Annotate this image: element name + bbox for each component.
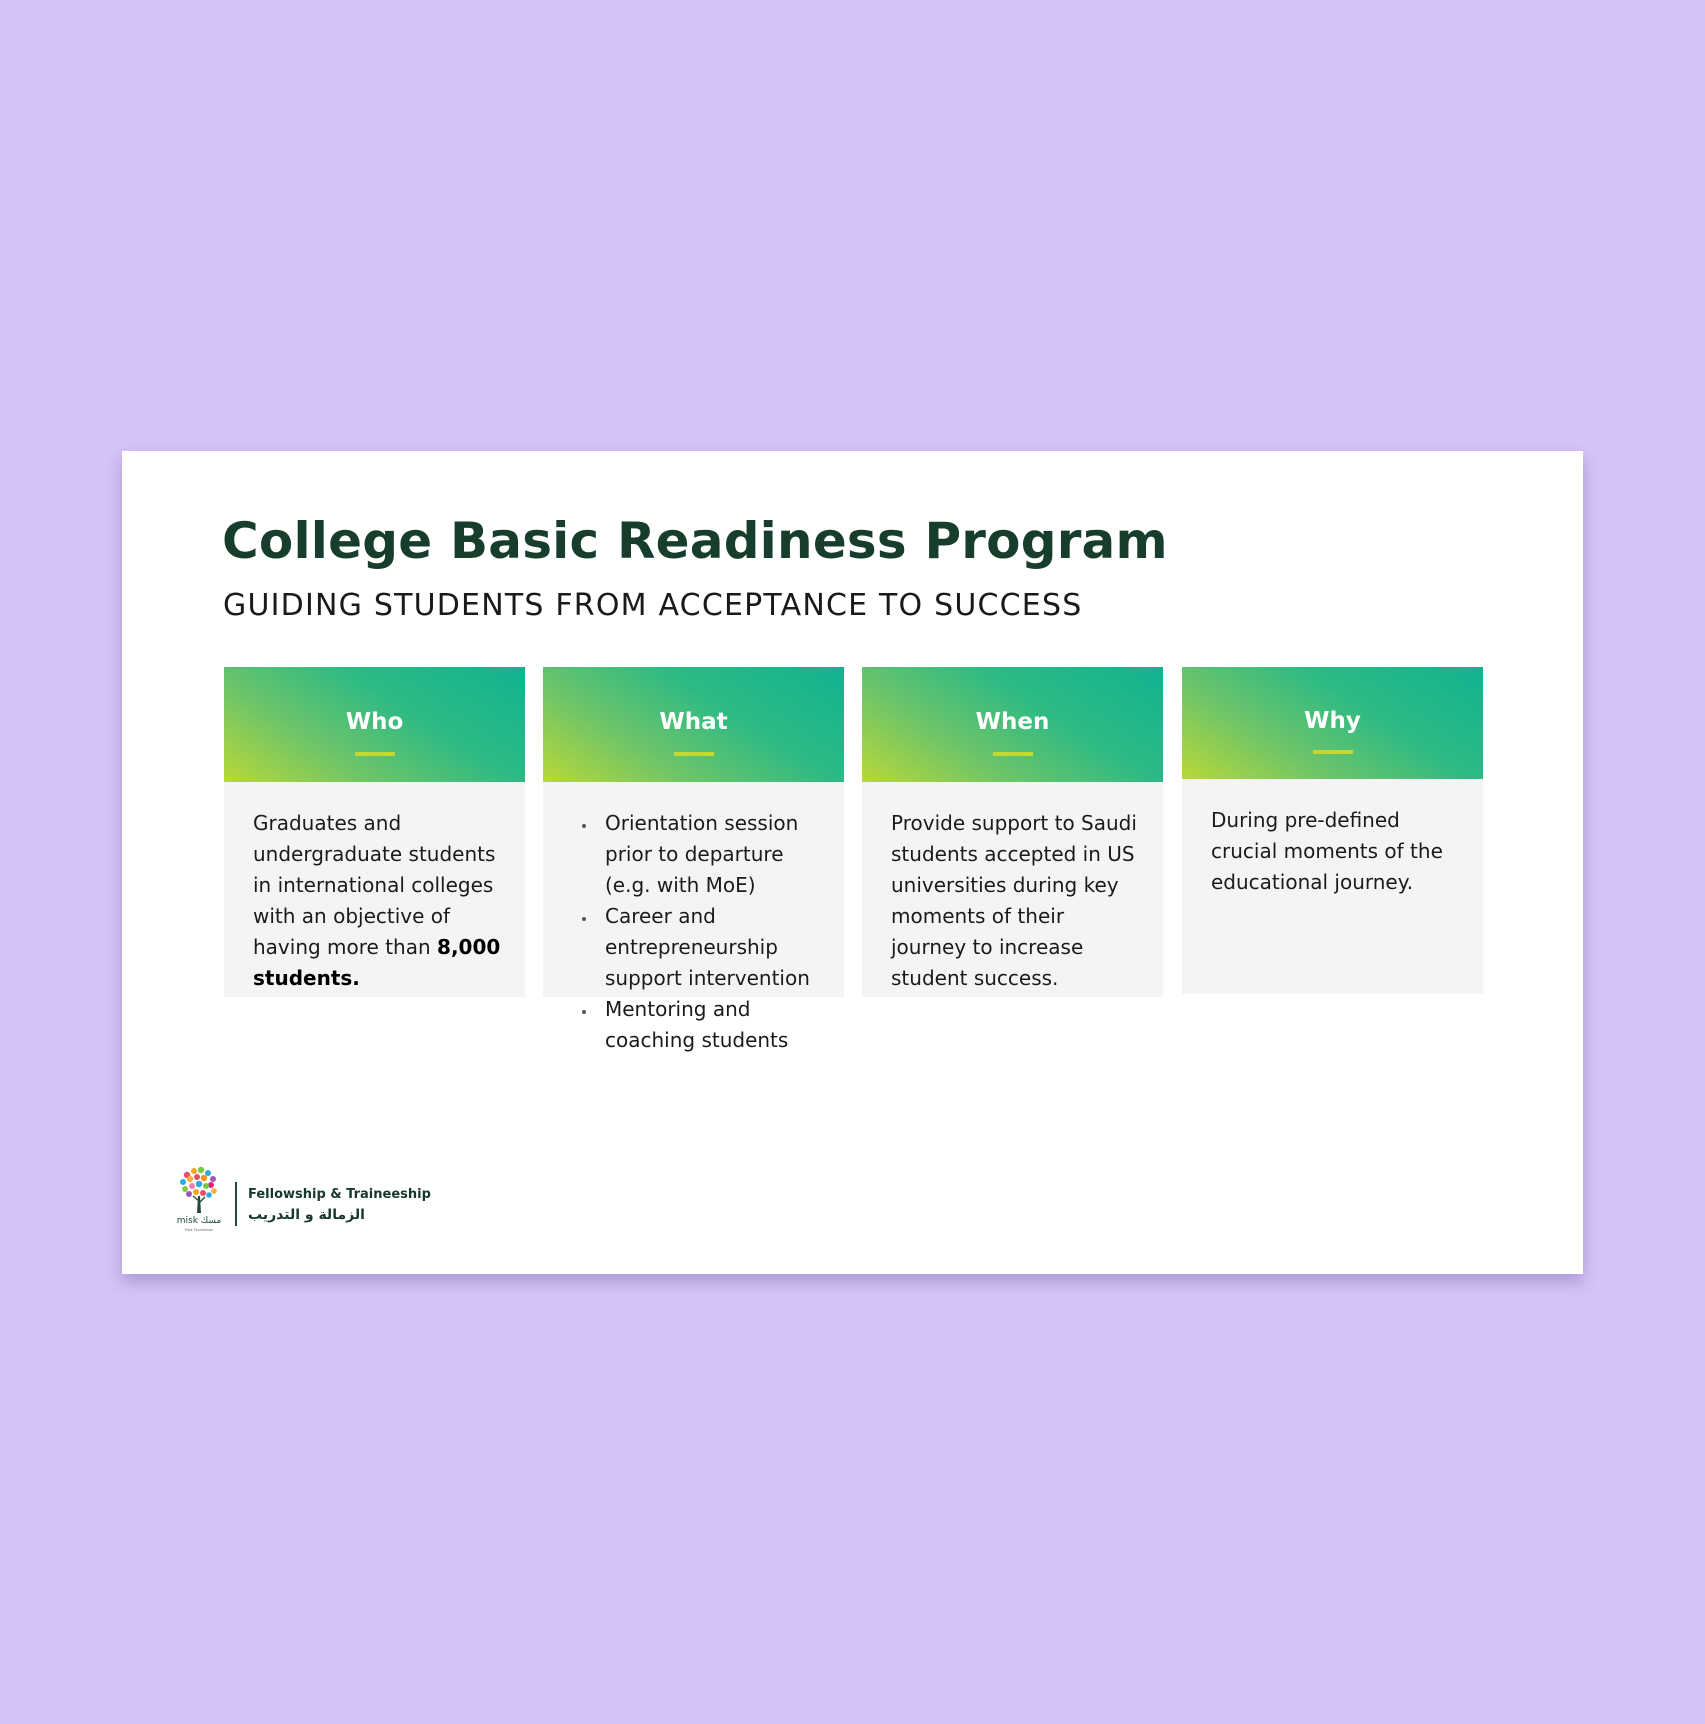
info-cards [224,667,1484,1052]
list-item: • Mentoring and coaching students [597,994,826,1056]
card-why [1182,667,1483,994]
misk-logo [175,1165,431,1235]
card-body [253,808,507,994]
card-underline [674,752,714,756]
slide [122,451,1583,1274]
bullet-list [572,808,826,1056]
card-underline [355,752,395,756]
slide-title: College Basic Readiness Program [222,512,1168,570]
card-header [543,667,844,782]
misk-tree-logo-icon [175,1165,223,1235]
card-body: During pre-defined crucial moments of the educational journey. [1211,808,1443,894]
card-what [543,667,844,1052]
card-underline [1313,750,1353,754]
card-header [862,667,1163,782]
card-who [224,667,525,997]
card-title: Why [1304,708,1361,734]
card-title: When [975,709,1050,735]
card-text: Graduates and undergraduate students in international colleges with an objective of having more than [253,811,496,959]
card-body: Provide support to Saudi students accepted in US universities during key moments of their journey to increase student success. [891,811,1137,990]
slide-subtitle: GUIDING STUDENTS FROM ACCEPTANCE TO SUCCESS [223,588,1083,623]
list-item: • Orientation session prior to departure (e.g. with MoE) [597,808,826,901]
card-header [224,667,525,782]
card-highlight: 8,000 students. [253,935,501,990]
program-name-ar: الزمالة و التدريب [248,1207,365,1223]
card-body [572,808,826,1056]
logo-divider [235,1182,237,1226]
card-title: Who [345,709,404,735]
card-underline [993,752,1033,756]
program-name-en: Fellowship & Traineeship [248,1187,431,1202]
card-header [1182,667,1483,779]
card-when [862,667,1163,997]
logo-tagline: Misk Foundation [184,1228,214,1232]
list-item: • Career and entrepreneurship support intervention [597,901,826,994]
card-title: What [659,709,728,735]
logo-wordmark: misk مسك [176,1216,222,1226]
